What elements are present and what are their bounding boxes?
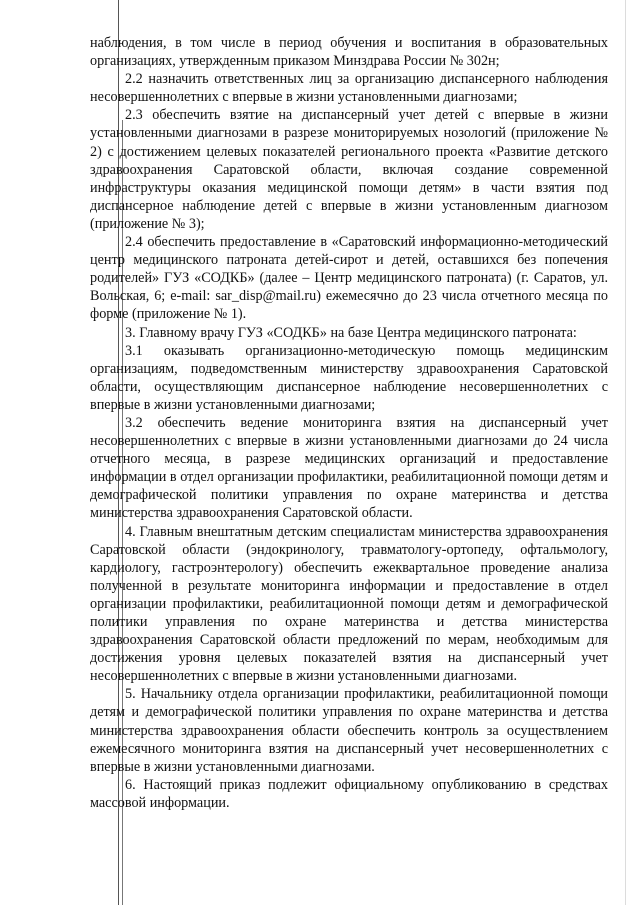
paragraph-5: 5. Начальнику отдела организации профилактики, реабилитационной помощи детям и демографической политики управления по охране материнства и детства министерства здравоохранения области обеспечить контроль за осуществлением ежемесячного мониторинга взятия на диспансерный учет несовершеннолетних с впервые в жизни установленными диагнозами. — [90, 686, 608, 775]
paragraph-4: 4. Главным внештатным детским специалистам министерства здравоохранения Саратовской области (эндокринологу, травматологу-ортопеду, офтальмологу, кардиологу, гастроэнтерологу) обеспечить ежеквартальное проведение анализа полученной в результате мониторинга информации и предоставление в отдел организации профилактики, реабилитационной помощи детям и демографической политики управления по охране материнства и детства министерства здравоохранения Саратовской области предложений по мерам, необходимым для достижения уровня целевых показателей взятия на диспансерный учет несовершеннолетних с впервые в жизни установленными диагнозами. — [90, 523, 608, 685]
paragraph-6: 6. Настоящий приказ подлежит официальному опубликованию в средствах массовой информации. — [90, 776, 608, 811]
document-body — [90, 34, 608, 812]
page-edge-line — [625, 0, 626, 905]
paragraph-2-2: 2.2 назначить ответственных лиц за организацию диспансерного наблюдения несовершеннолетних с впервые в жизни установленными диагнозами; — [90, 71, 608, 106]
paragraph-2-4: 2.4 обеспечить предоставление в «Саратовский информационно-методический центр медицинского патроната детей-сирот и детей, оставшихся без попечения родителей» ГУЗ «СОДКБ» (далее – Центр медицинского патроната) (г. Саратов, ул. Вольская, 6; e-mail: sar_disp@mail.ru) ежемесячно до 23 числа отчетного месяца по форме (приложение № 1). — [90, 234, 608, 323]
paragraph-2-3: 2.3 обеспечить взятие на диспансерный учет детей с впервые в жизни установленными диагнозами в разрезе мониторируемых нозологий (приложение № 2) с достижением целевых показателей регионального проекта «Развитие детского здравоохранения Саратовской области, включая создание современной инфраструктуры оказания медицинской помощи детям» в части взятия под диспансерное наблюдение детей с впервые в жизни установленным диагнозом (приложение № 3); — [90, 107, 608, 232]
paragraph-3-1: 3.1 оказывать организационно-методическую помощь медицинским организациям, подведомственным министерству здравоохранения Саратовской области, осуществляющим диспансерное наблюдение несовершеннолетних с впервые в жизни установленными диагнозами; — [90, 342, 608, 413]
paragraph-3: 3. Главному врачу ГУЗ «СОДКБ» на базе Центра медицинского патроната: — [125, 324, 577, 341]
paragraph-intro: наблюдения, в том числе в период обучения и воспитания в образовательных организациях, утвержденным приказом Минздрава России № 302н; — [90, 35, 608, 70]
paragraph-3-2: 3.2 обеспечить ведение мониторинга взятия на диспансерный учет несовершеннолетних с впервые в жизни установленными диагнозами до 24 числа отчетного месяца, в разрезе медицинских организаций и предоставление информации в отдел организации профилактики, реабилитационной помощи детям и демографической политики управления по охране материнства и детства министерства здравоохранения Саратовской области. — [90, 414, 608, 522]
